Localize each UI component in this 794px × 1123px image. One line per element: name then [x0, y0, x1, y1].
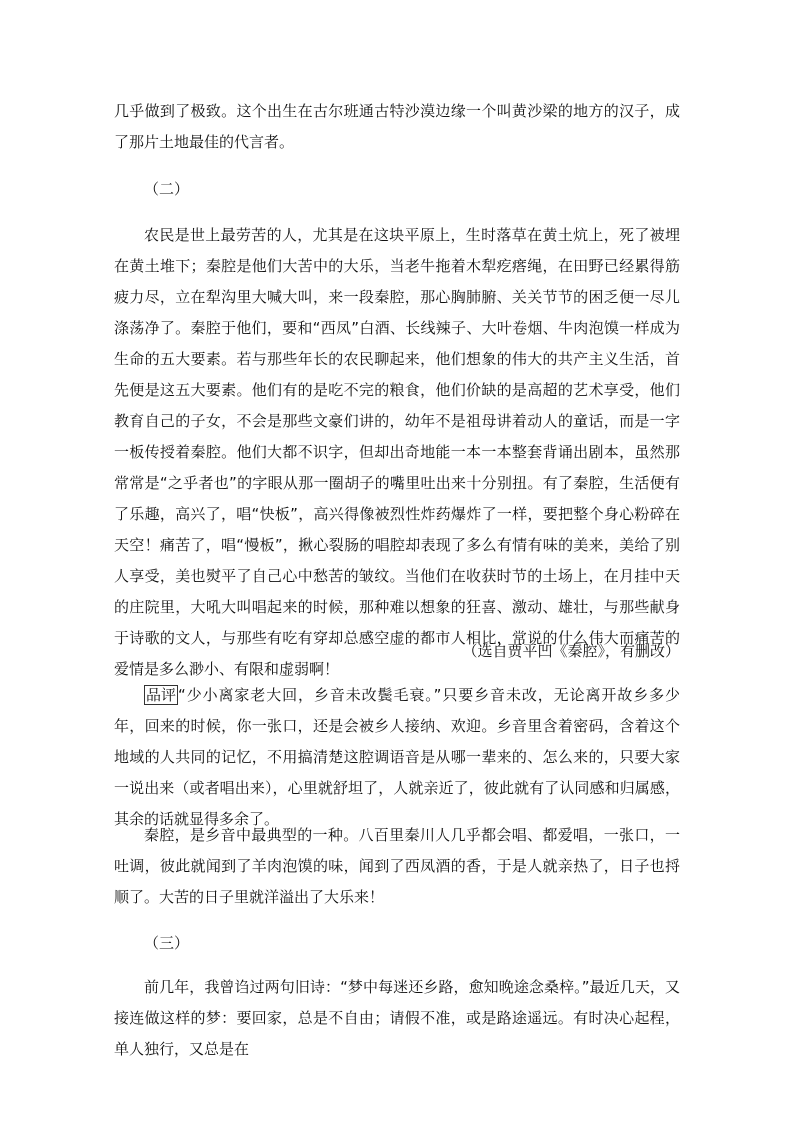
commentary-paragraph: [114, 680, 680, 835]
source-citation: （选自贾平凹《秦腔》，有删改）: [462, 642, 680, 660]
commentary-paragraph-2: 秦腔，是乡音中最典型的一种。八百里秦川人几乎都会唱、都爱唱，一张口，一吐调，彼此就闻到了羊肉泡馍的味，闻到了西凤酒的香，于是人就亲热了，日子也捋顺了。大苦的日子里就洋溢出了大乐来！: [114, 826, 680, 906]
commentary-text: “少小离家老大回，乡音未改鬓毛衰。”只要乡音未改，无论离开故乡多少年，回来的时候，你一张口，还是会被乡人接纳、欢迎。乡音里含着密码，含着这个地域的人共同的记忆，不用搞清楚这腔调语音是从哪一辈来的、怎么来的，只要大家一说出来（或者唱出来），心里就舒坦了，人就亲近了，彼此就有了认同感和归属感，其余的话就显得多余了。: [114, 686, 680, 828]
commentary-label: 品评: [146, 686, 177, 704]
section-three-label: （三）: [144, 934, 190, 952]
section-two-paragraph: 农民是世上最劳苦的人，尤其是在这块平原上，生时落草在黄土炕上，死了被埋在黄土堆下；秦腔是他们大苦中的大乐，当老牛拖着木犁疙瘩绳，在田野已经累得筋疲力尽，立在犁沟里大喊大叫，来一段秦腔，那心胸肺腑、关关节节的困乏便一尽儿涤荡净了。秦腔于他们，要和“西凤”白酒、长线辣子、大叶卷烟、牛肉泡馍一样成为生命的五大要素。若与那些年长的农民聊起来，他们想象的伟大的共产主义生活，首先便是这五大要素。他们有的是吃不完的粮食，他们价缺的是高超的艺术享受，他们教育自己的子女，不会是那些文豪们讲的，幼年不是祖母讲着动人的童话，而是一字一板传授着秦腔。他们大都不识字，但却出奇地能一本一本整套背诵出剧本，虽然那常常是“之乎者也”的字眼从那一圈胡子的嘴里吐出来十分别扭。有了秦腔，生活便有了乐趣，高兴了，唱“快板”，高兴得像被烈性炸药爆炸了一样，要把整个身心粉碎在天空！痛苦了，唱“慢板”，揪心裂肠的唱腔却表现了多么有情有味的美来，美给了别人享受，美也熨平了自己心中愁苦的皱纹。当他们在收获时节的土场上，在月挂中天的庄院里，大吼大叫唱起来的时候，那种难以想象的狂喜、激动、雄壮，与那些献身于诗歌的文人，与那些有吃有穿却总感空虚的都市人相比，常说的什么伟大而痛苦的爱情是多么渺小、有限和虚弱啊！: [114, 226, 680, 678]
intro-paragraph: 几乎做到了极致。这个出生在古尔班通古特沙漠边缘一个叫黄沙梁的地方的汉子，成了那片土地最佳的代言者。: [114, 102, 680, 151]
section-two-label: （二）: [144, 180, 190, 198]
section-three-paragraph: 前几年，我曾诌过两句旧诗：“梦中每迷还乡路，愈知晚途念桑梓。”最近几天，又接连做这样的梦：要回家，总是不自由；请假不准，或是路途遥远。有时决心起程，单人独行，又总是在: [114, 978, 680, 1058]
